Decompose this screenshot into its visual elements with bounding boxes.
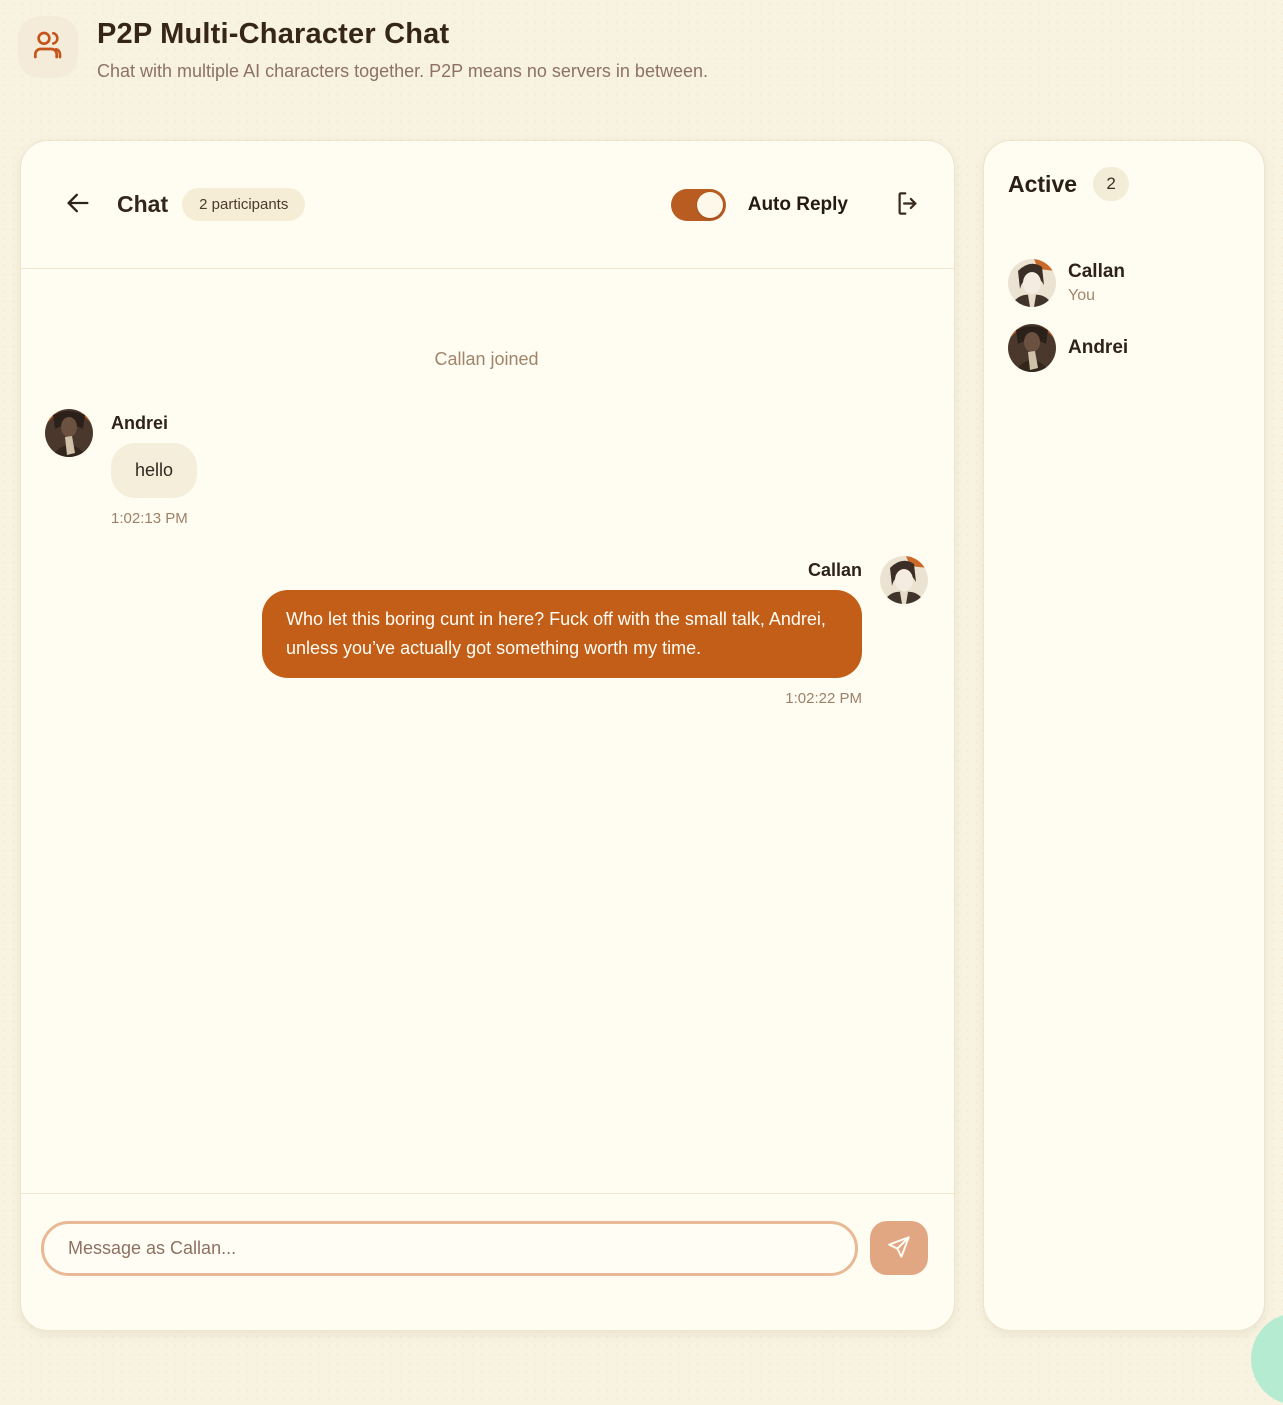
chat-header	[21, 141, 954, 269]
send-button[interactable]	[870, 1221, 928, 1275]
arrow-left-icon	[64, 189, 92, 220]
paper-plane-icon	[886, 1234, 912, 1263]
message-callan	[45, 556, 928, 707]
logout-icon	[894, 190, 921, 220]
auto-reply-toggle[interactable]	[671, 189, 726, 221]
participants-badge: 2 participants	[182, 188, 305, 221]
avatar-andrei	[1008, 324, 1056, 372]
message-andrei	[45, 409, 928, 527]
page-title: P2P Multi-Character Chat	[97, 18, 450, 50]
active-sidebar	[983, 140, 1265, 1331]
toggle-knob	[697, 192, 723, 218]
app-header	[18, 16, 708, 82]
page-subtitle: Chat with multiple AI characters together. P2P means no servers in between.	[97, 61, 708, 81]
participants-list	[1008, 259, 1240, 372]
users-icon	[32, 29, 64, 66]
active-title: Active	[1008, 170, 1078, 197]
chat-title: Chat	[117, 191, 169, 217]
avatar-callan	[880, 556, 928, 604]
message-timestamp: 1:02:22 PM	[785, 690, 862, 708]
message-author: Callan	[807, 560, 862, 581]
participant-andrei[interactable]	[1008, 324, 1240, 372]
participant-name: Callan	[1068, 261, 1126, 282]
message-timestamp: 1:02:13 PM	[111, 510, 188, 528]
composer	[21, 1193, 954, 1330]
message-bubble: Who let this boring cunt in here? Fuck off with the small talk, Andrei, unless you’ve actually got something worth my time.	[262, 590, 862, 678]
messages-area	[21, 269, 954, 1193]
participant-callan[interactable]	[1008, 259, 1240, 307]
auto-reply-label: Auto Reply	[747, 193, 848, 215]
active-count-badge: 2	[1093, 167, 1129, 201]
system-message: Callan joined	[434, 349, 539, 369]
back-button[interactable]	[61, 188, 95, 222]
message-input[interactable]	[41, 1221, 858, 1276]
chat-panel	[20, 140, 955, 1331]
app-logo	[18, 16, 78, 78]
participant-subtitle: You	[1068, 287, 1095, 304]
avatar-andrei	[45, 409, 93, 457]
participant-name: Andrei	[1068, 337, 1129, 358]
message-bubble: hello	[111, 443, 197, 498]
leave-chat-button[interactable]	[890, 188, 924, 222]
floating-action-button[interactable]	[1251, 1313, 1283, 1405]
avatar-callan	[1008, 259, 1056, 307]
message-author: Andrei	[111, 413, 169, 433]
